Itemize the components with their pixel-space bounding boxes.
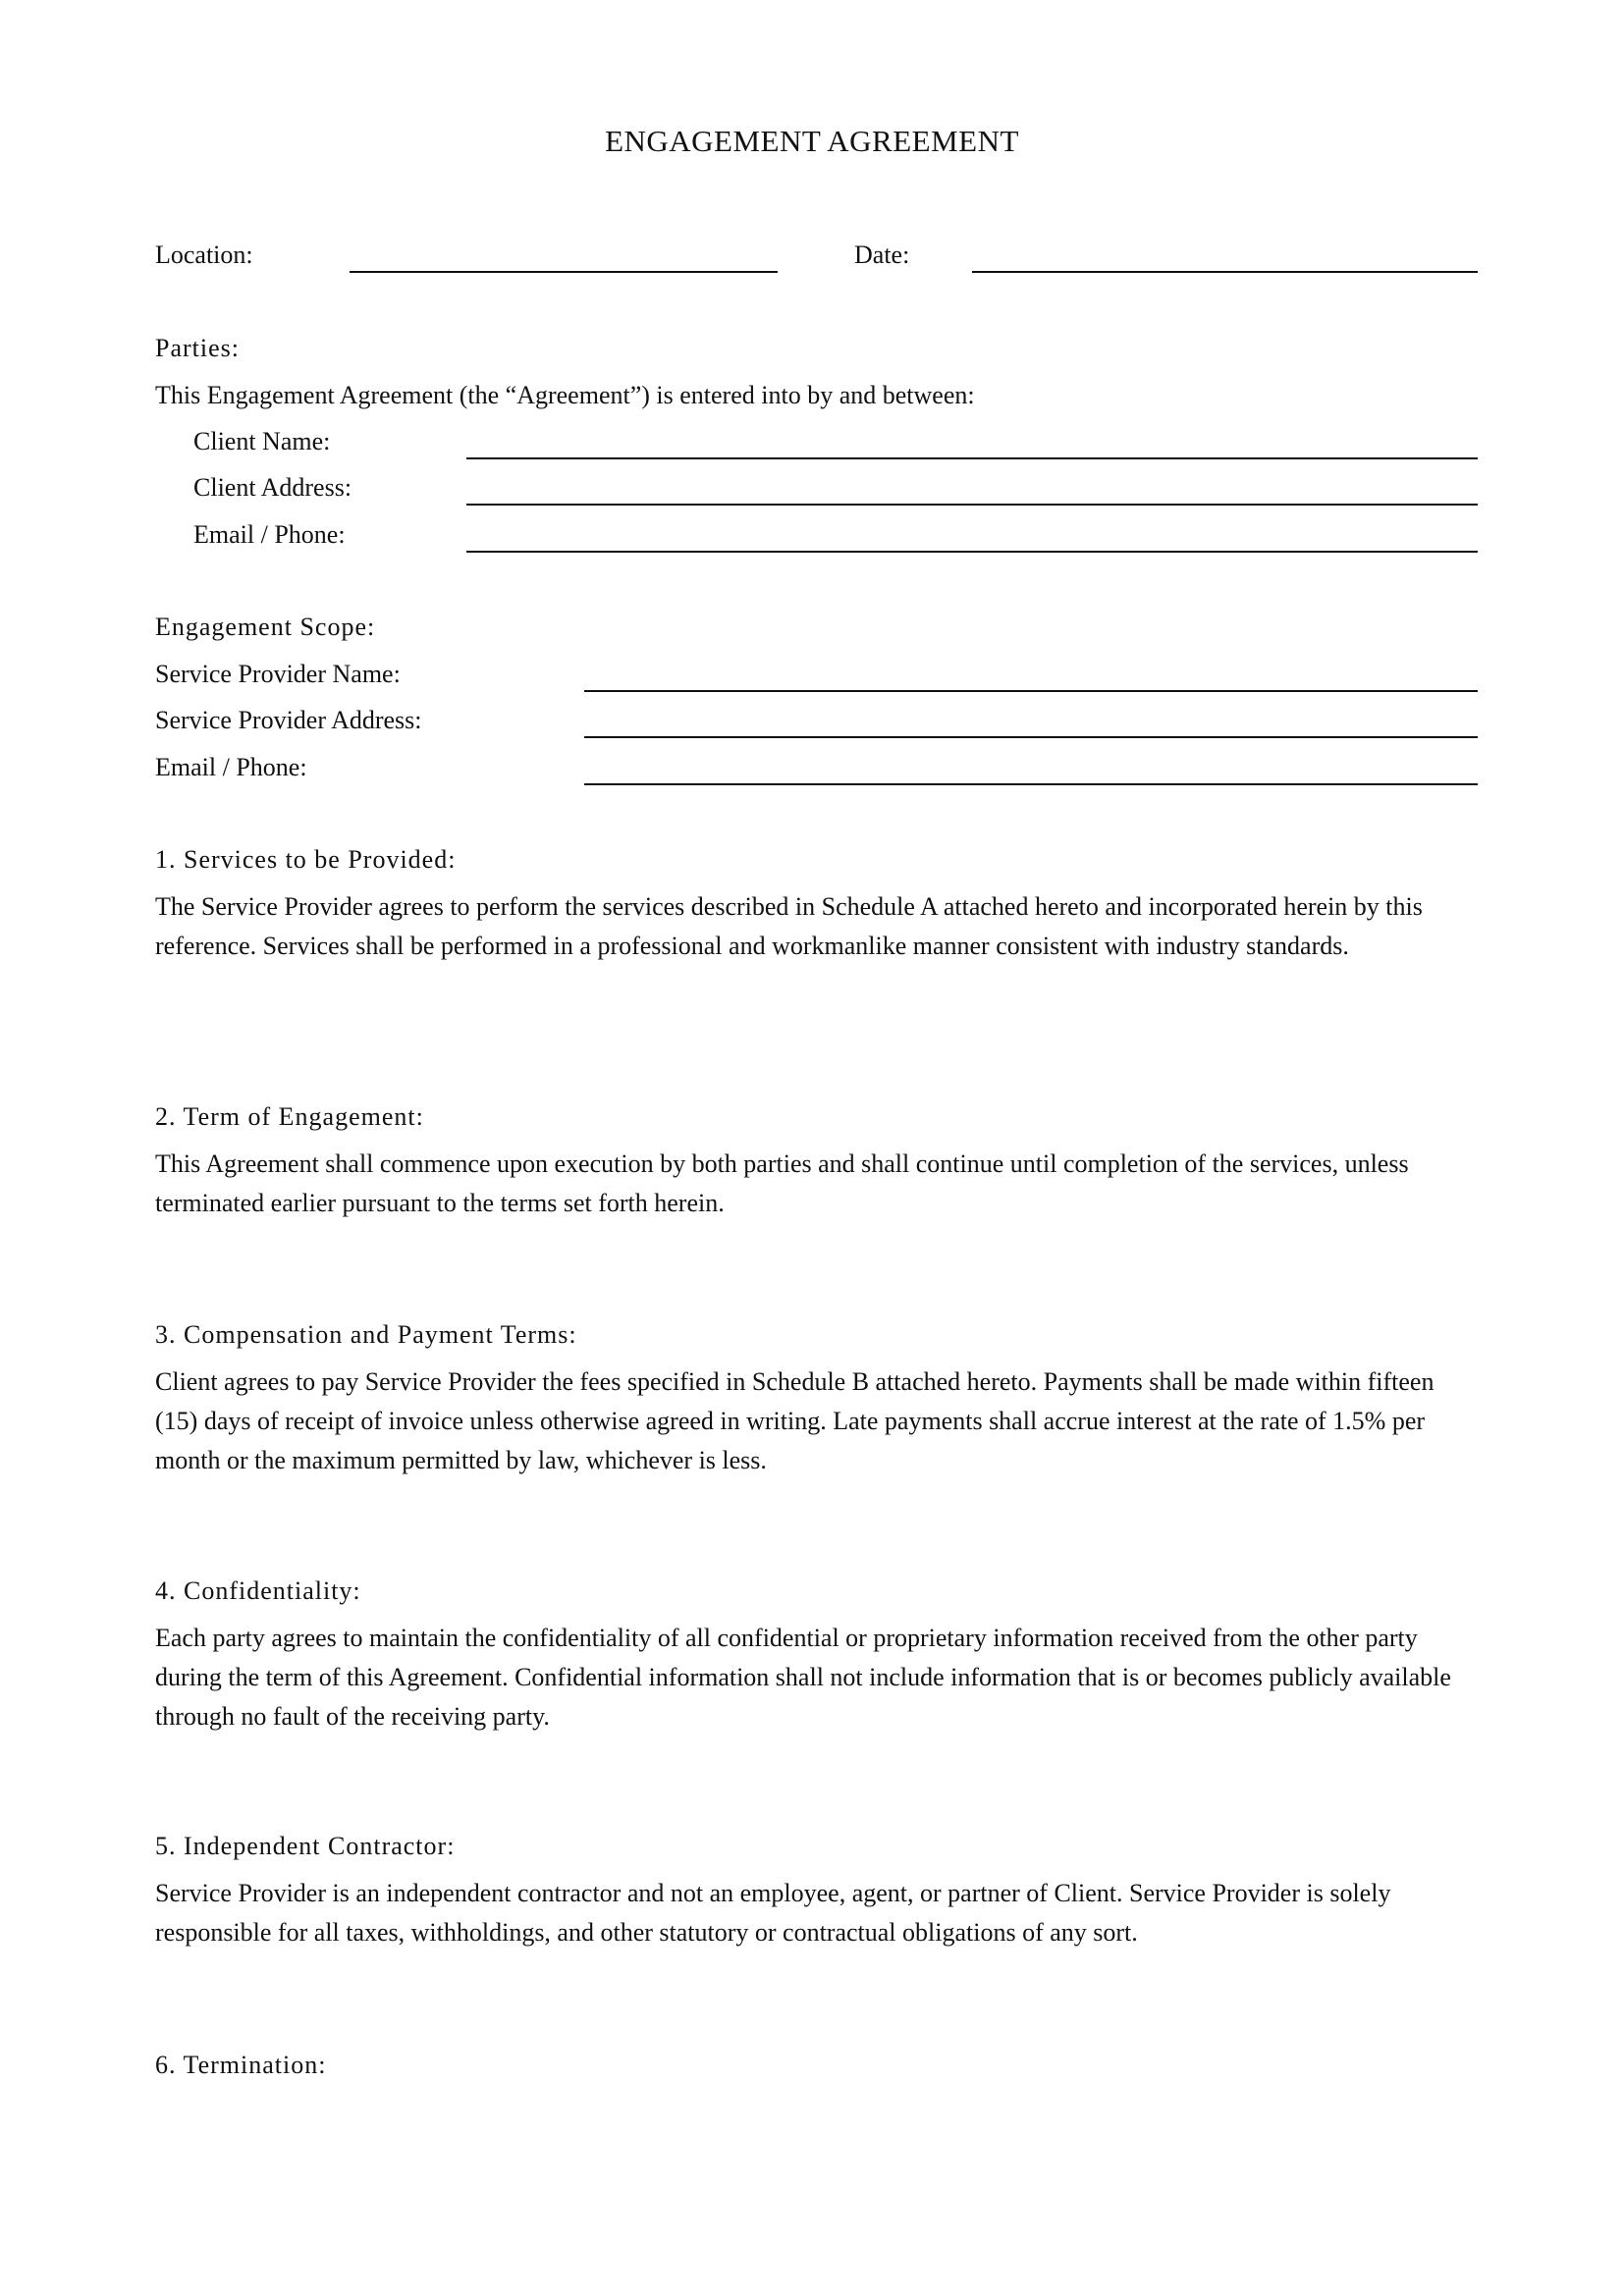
- section-4-heading: 4. Confidentiality:: [155, 1576, 361, 1605]
- provider-name-label: Service Provider Name:: [155, 660, 401, 688]
- section-3-heading: 3. Compensation and Payment Terms:: [155, 1320, 577, 1349]
- section-4-body: Each party agrees to maintain the confidentiality of all confidential or proprietary information received from the other party during the term of this Agreement. Confidential information shall not include information that is or becomes publicly available through no fault of the receiving party.: [155, 1624, 1451, 1731]
- client-address-label: Client Address:: [193, 473, 352, 502]
- section-1-body: The Service Provider agrees to perform the services described in Schedule A attached hereto and incorporated herein by this reference. Services shall be performed in a professional and workmanlike manner consistent with industry standards.: [155, 892, 1423, 960]
- client-name-label: Client Name:: [193, 427, 331, 455]
- provider-email-phone-label: Email / Phone:: [155, 753, 307, 781]
- parties-intro: This Engagement Agreement (the “Agreement”) is entered into by and between:: [155, 381, 975, 409]
- client-email-phone-field[interactable]: [466, 551, 1478, 553]
- section-2-body: This Agreement shall commence upon execution by both parties and shall continue until completion of the services, unless terminated earlier pursuant to the terms set forth herein.: [155, 1149, 1409, 1217]
- section-1-heading: 1. Services to be Provided:: [155, 845, 457, 874]
- section-3-body: Client agrees to pay Service Provider the fees specified in Schedule B attached hereto. Payments shall be made within fifteen (15) days of receipt of invoice unless otherwise agreed in writing. Late payments shall accrue interest at the rate of 1.5% per month or the maximum permitted by law, whichever is less.: [155, 1367, 1435, 1474]
- scope-heading: Engagement Scope:: [155, 613, 376, 641]
- provider-address-label: Service Provider Address:: [155, 706, 422, 734]
- date-field[interactable]: [972, 271, 1478, 273]
- section-6-heading: 6. Termination:: [155, 2051, 327, 2079]
- document-title: ENGAGEMENT AGREEMENT: [605, 124, 1019, 158]
- client-address-field[interactable]: [466, 504, 1478, 506]
- location-label: Location:: [155, 240, 253, 269]
- client-name-field[interactable]: [466, 457, 1478, 459]
- client-email-phone-label: Email / Phone:: [193, 520, 346, 549]
- location-field[interactable]: [350, 271, 778, 273]
- parties-heading: Parties:: [155, 334, 240, 362]
- provider-email-phone-field[interactable]: [584, 783, 1478, 785]
- section-2-heading: 2. Term of Engagement:: [155, 1102, 424, 1131]
- section-5-heading: 5. Independent Contractor:: [155, 1832, 456, 1860]
- section-5-body: Service Provider is an independent contractor and not an employee, agent, or partner of Client. Service Provider is solely responsible for all taxes, withholdings, and other statutory or contractual obligations of any sort.: [155, 1879, 1391, 1947]
- date-label: Date:: [854, 240, 910, 269]
- provider-address-field[interactable]: [584, 736, 1478, 738]
- provider-name-field[interactable]: [584, 690, 1478, 692]
